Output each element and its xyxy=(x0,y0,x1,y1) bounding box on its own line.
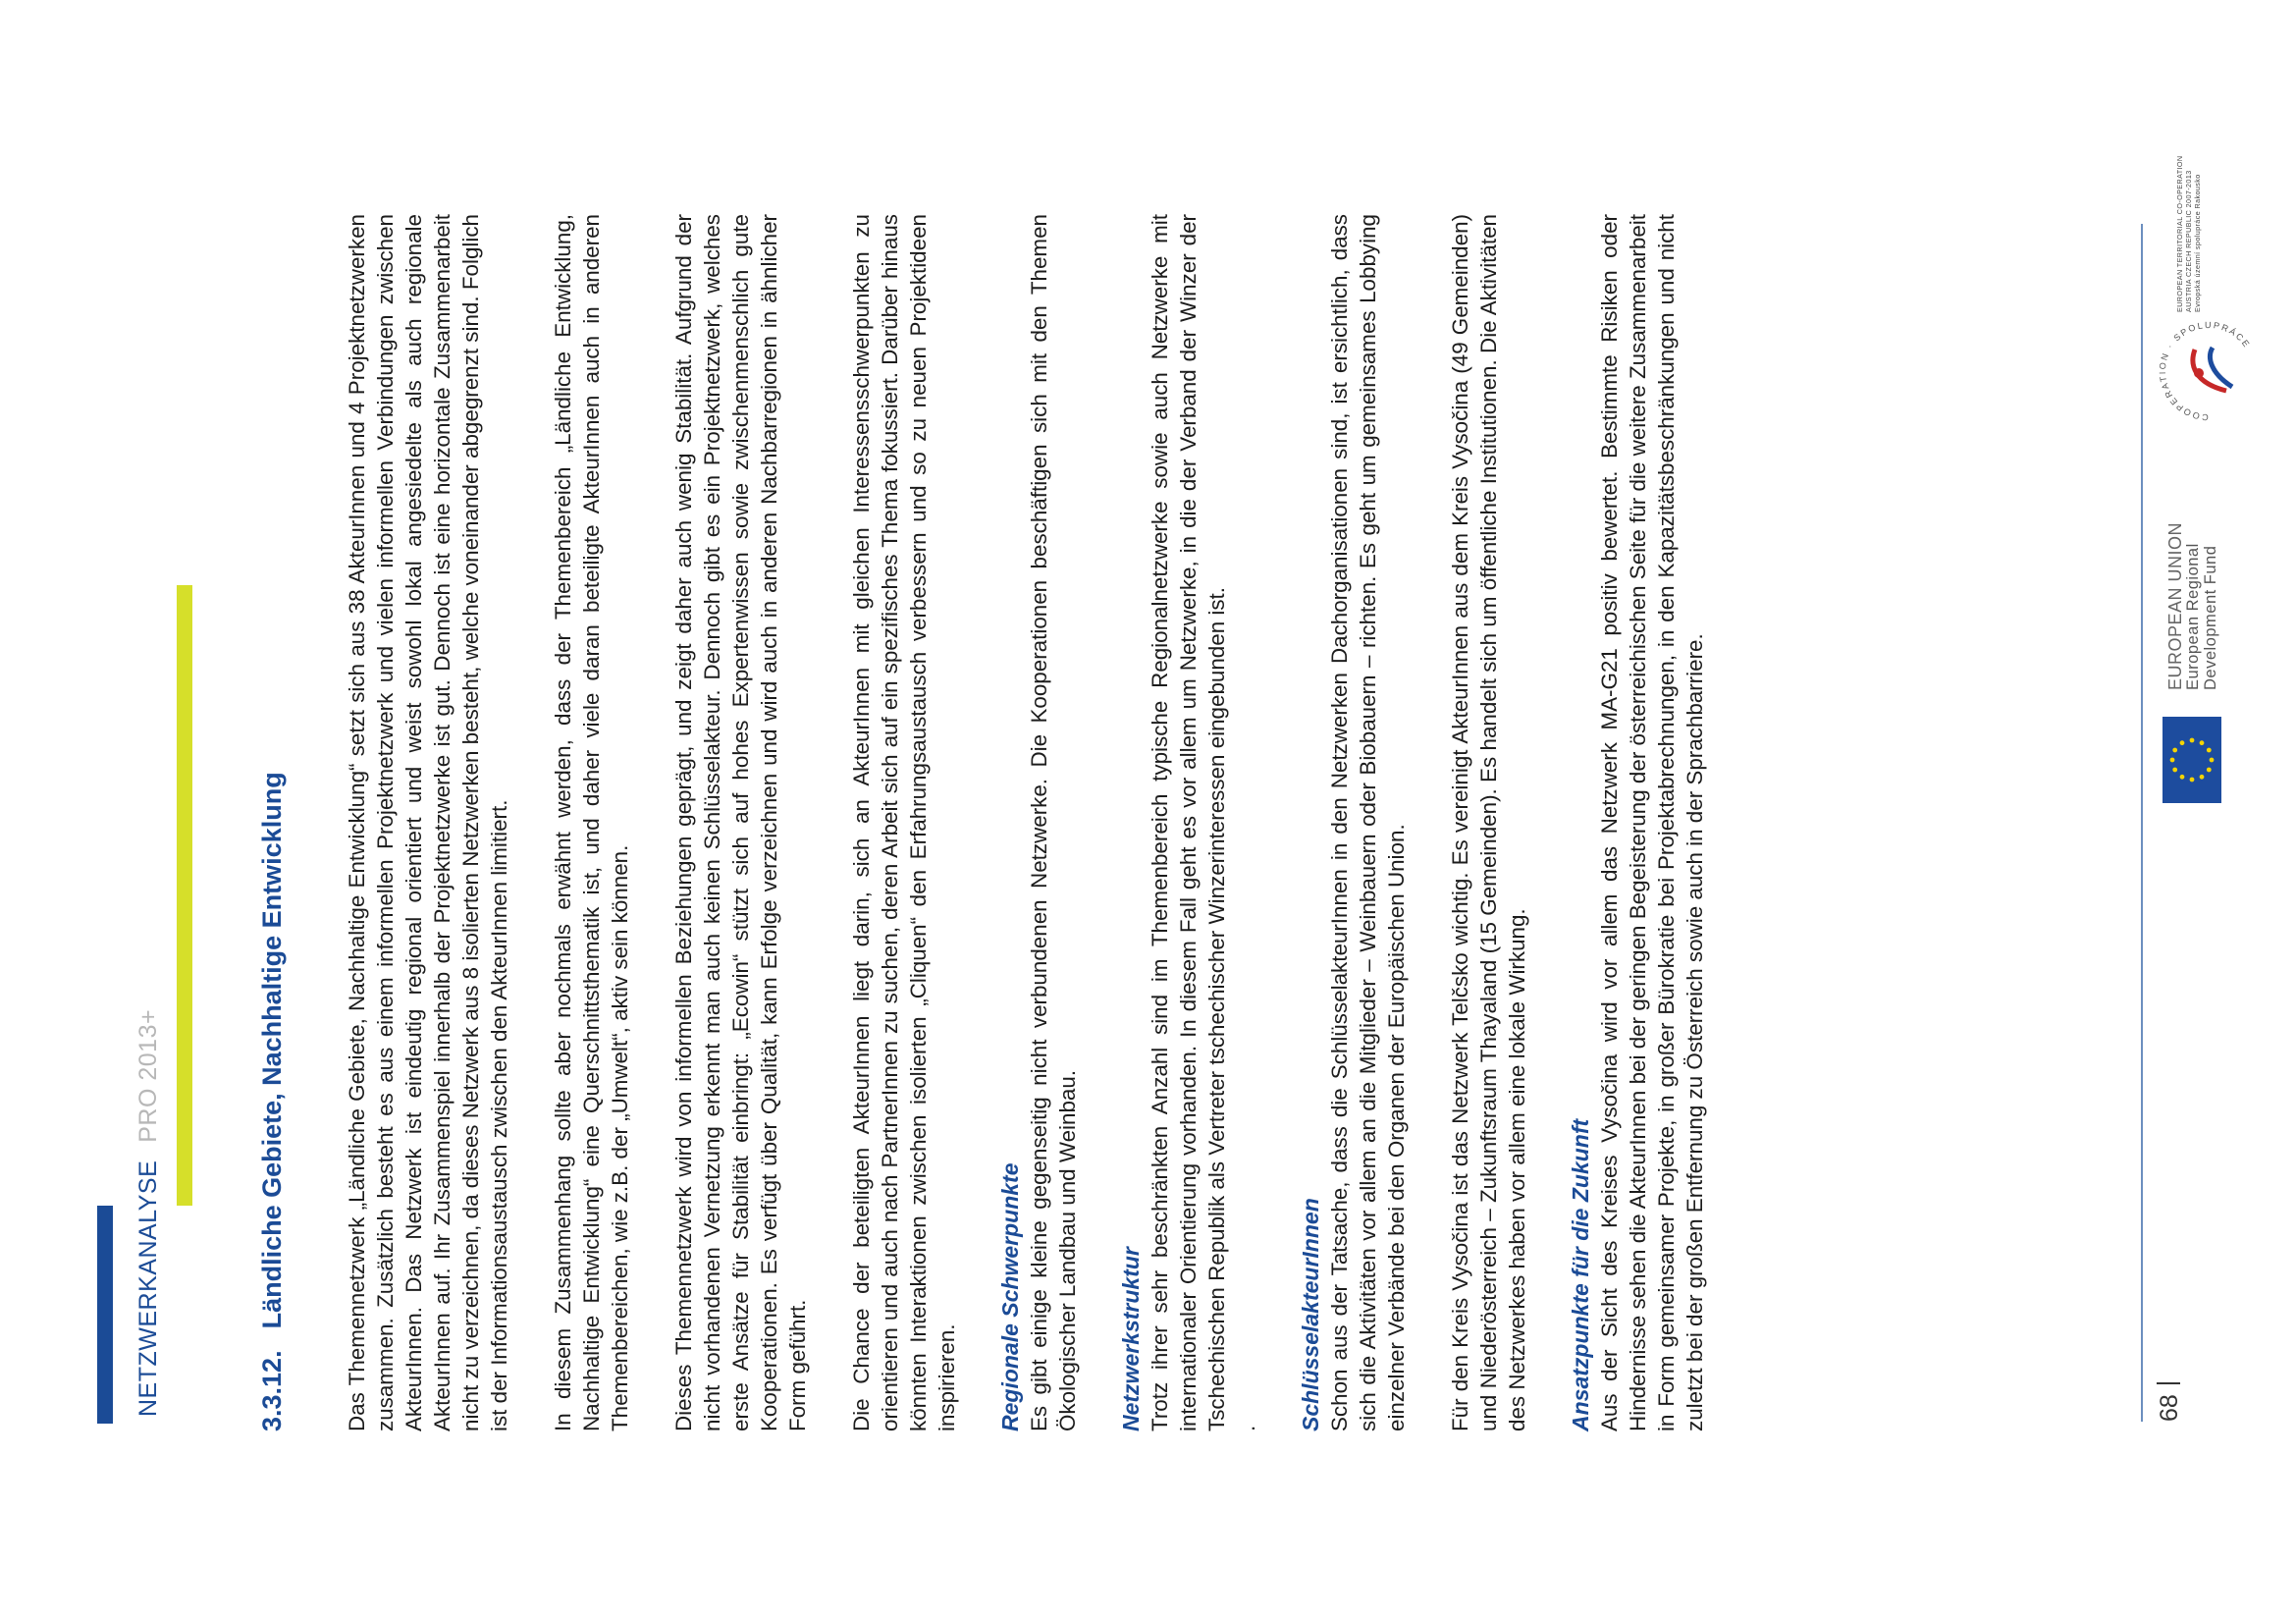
paragraph-regionale-schwerpunkte: Es gibt einige kleine gegenseitig nicht verbundenen Netzwerke. Die Kooperationen beschäftigen sich mit den Themen Ökologischer Landbau und Weinbau. xyxy=(1027,214,1080,1431)
eu-star xyxy=(2190,738,2195,743)
eu-star xyxy=(2200,740,2205,745)
paragraph-netzwerkstruktur: Trotz ihrer sehr beschränkten Anzahl sind im Themenbereich typische Regionalnetzwerke sowie auch Netzwerke mit internationaler Orientierung vorhanden. In diesem Fall geht es vor allem um Netzwerke, in die der Verband der Winzer der Tschechischen Republik als Vertreter tschechischer Winzerinteressen eingebunden ist. xyxy=(1148,214,1229,1431)
page-number-text: 68 xyxy=(2156,1394,2183,1422)
header-yellow-bar xyxy=(177,585,192,1206)
eu-star xyxy=(2190,778,2195,782)
eu-star xyxy=(2172,768,2177,773)
eu-star xyxy=(2172,748,2177,753)
paragraph-ansatzpunkte: Aus der Sicht des Kreises Vysočina wird vor allem das Netzwerk MA-G21 positiv bewertet. Bestimmte Risiken oder Hindernisse sehen die AkteurInnen bei der geringen Begeisterung der österreichischen Seite für die weitere Zusammenarbeit in Form gemeinsamer Projekte, in großer Bürokratie bei Projektabrechnungen, in den Kapazitätsbeschränkungen und nicht zuletzt bei der großen Entfernung zu Österreich sowie auch in der Sprachbarriere. xyxy=(1597,214,1707,1431)
section-title: Ländliche Gebiete, Nachhaltige Entwicklung xyxy=(257,772,287,1329)
header-title-sub: PRO 2013+ xyxy=(134,1008,162,1143)
eu-star xyxy=(2200,775,2205,780)
stray-dot: . xyxy=(1235,1425,1259,1431)
eu-star xyxy=(2170,758,2175,763)
header-blue-bar xyxy=(97,1206,113,1424)
coop-line-2: AUSTRIA CZECH REPUBLIC 2007-2013 xyxy=(2184,170,2193,312)
eu-line-1: EUROPEAN UNION xyxy=(2165,521,2185,690)
eu-flag-icon xyxy=(2163,717,2221,803)
main-content xyxy=(257,214,1744,1431)
svg-text:COOPERATION · SPOLUPRÁCE: COOPERATION · SPOLUPRÁCE xyxy=(2157,319,2253,423)
eu-line-2: European Regional xyxy=(2184,543,2202,690)
eu-star xyxy=(2207,748,2212,753)
subheading-schluesselakteure: SchlüsselakteurInnen xyxy=(1298,1198,1323,1431)
footer-divider xyxy=(2141,224,2143,1422)
section-heading xyxy=(257,214,288,1431)
paragraph-1: Das Themennetzwerk „Ländliche Gebiete, Nachhaltige Entwicklung“ setzt sich aus 38 AkteurInnen und 4 Projektnetzwerken zusammen. Zusätzlich besteht es aus einem informellen Projektnetzwerk und vielen informellen Verbindungen zwischen AkteurInnen. Das Netzwerk ist eindeutig regional orientiert und weist sowohl lokal angesiedelte als auch regionale AkteurInnen auf. Ihr Zusammenspiel innerhalb der Projektnetzwerke ist gut. Dennoch ist eine horizontale Zusammenarbeit nicht zu verzeichnen, da dieses Netzwerk aus 8 isolierten Netzwerken besteht, welche voneinander abgegrenzt sind. Folglich ist der Informationsaustausch zwischen den AkteurInnen limitiert. xyxy=(345,214,511,1431)
header-title xyxy=(133,1009,163,1417)
paragraph-2: In diesem Zusammenhang sollte aber nochmals erwähnt werden, dass der Themenbereich „Ländliche Entwicklung, Nachhaltige Entwicklung“ eine Querschnittsthematik ist, und daher viele daran beteiligte AkteurInnen auch in anderen Themenbereichen, wie z.B. der „Umwelt“, aktiv sein können. xyxy=(551,214,632,1431)
eu-star xyxy=(2207,768,2212,773)
eu-star xyxy=(2210,758,2215,763)
paragraph-3: Dieses Themennetzwerk wird von informellen Beziehungen geprägt, und zeigt daher auch wenig Stabilität. Aufgrund der nicht vorhandenen Vernetzung erkennt man auch keinen Schlüsselakteur. Dennoch gibt es ein Projektnetzwerk, welches erste Ansätze für Stabilität einbringt: „Ecowin“ stützt sich auf hohes Expertenwissen sowie zwischenmenschlich gute Kooperationen. Es verfügt über Qualität, kann Erfolge verzeichnen und wird auch in anderen Nachbarregionen in ähnlicher Form geführt. xyxy=(671,214,810,1431)
paragraph-4: Die Chance der beteiligten AkteurInnen liegt darin, sich an AkteurInnen mit gleichen Interessensschwerpunkten zu orientieren und auch nach PartnerInnen zu suchen, deren Arbeit sich auf ein spezifisches Thema fokussiert. Darüber hinaus könnten Interaktionen zwischen isolierten „Cliquen“ den Erfahrungsaustausch verbessern und so zu neuen Projektideen inspirieren. xyxy=(849,214,959,1431)
page-number xyxy=(2156,1382,2184,1422)
cooperation-logo-text xyxy=(2175,156,2202,313)
eu-line-3: Development Fund xyxy=(2202,545,2219,690)
header-title-main: NETZWERKANALYSE xyxy=(134,1160,162,1417)
eu-star xyxy=(2180,775,2185,780)
subheading-netzwerkstruktur: Netzwerkstruktur xyxy=(1118,1247,1144,1431)
eu-logo-text xyxy=(2166,522,2219,690)
eu-star xyxy=(2180,740,2185,745)
section-number: 3.3.12. xyxy=(257,1350,287,1431)
coop-line-1: EUROPEAN TERRITORIAL CO-OPERATION xyxy=(2175,155,2184,312)
cooperation-logo-icon xyxy=(2150,312,2268,430)
subheading-regionale-schwerpunkte: Regionale Schwerpunkte xyxy=(997,1162,1023,1431)
paragraph-schluesselakteure: Schon aus der Tatsache, dass die SchlüsselakteurInnen in den Netzwerken Dachorganisationen sind, ist ersichtlich, dass sich die Aktivitäten vor allem an die Mitglieder – Weinbauern oder Biobauern – richten. Es geht um gemeinsames Lobbying einzelner Verbände bei den Organen der Europäischen Union. xyxy=(1327,214,1409,1431)
coop-line-3: Evropská územní spolupráce Rakousko xyxy=(2193,174,2202,312)
paragraph-vysocina: Für den Kreis Vysočina ist das Netzwerk Telčsko wichtig. Es vereinigt AkteurInnen aus dem Kreis Vysočina (49 Gemeinden) und Niederösterreich – Zukunftsraum Thayaland (15 Gemeinden). Es handelt sich um öffentliche Institutionen. Die Aktivitäten des Netzwerkes haben vor allem eine lokale Wirkung. xyxy=(1448,214,1529,1431)
page-number-bar xyxy=(2157,1382,2180,1384)
subheading-ansatzpunkte: Ansatzpunkte für die Zukunft xyxy=(1568,1118,1593,1431)
